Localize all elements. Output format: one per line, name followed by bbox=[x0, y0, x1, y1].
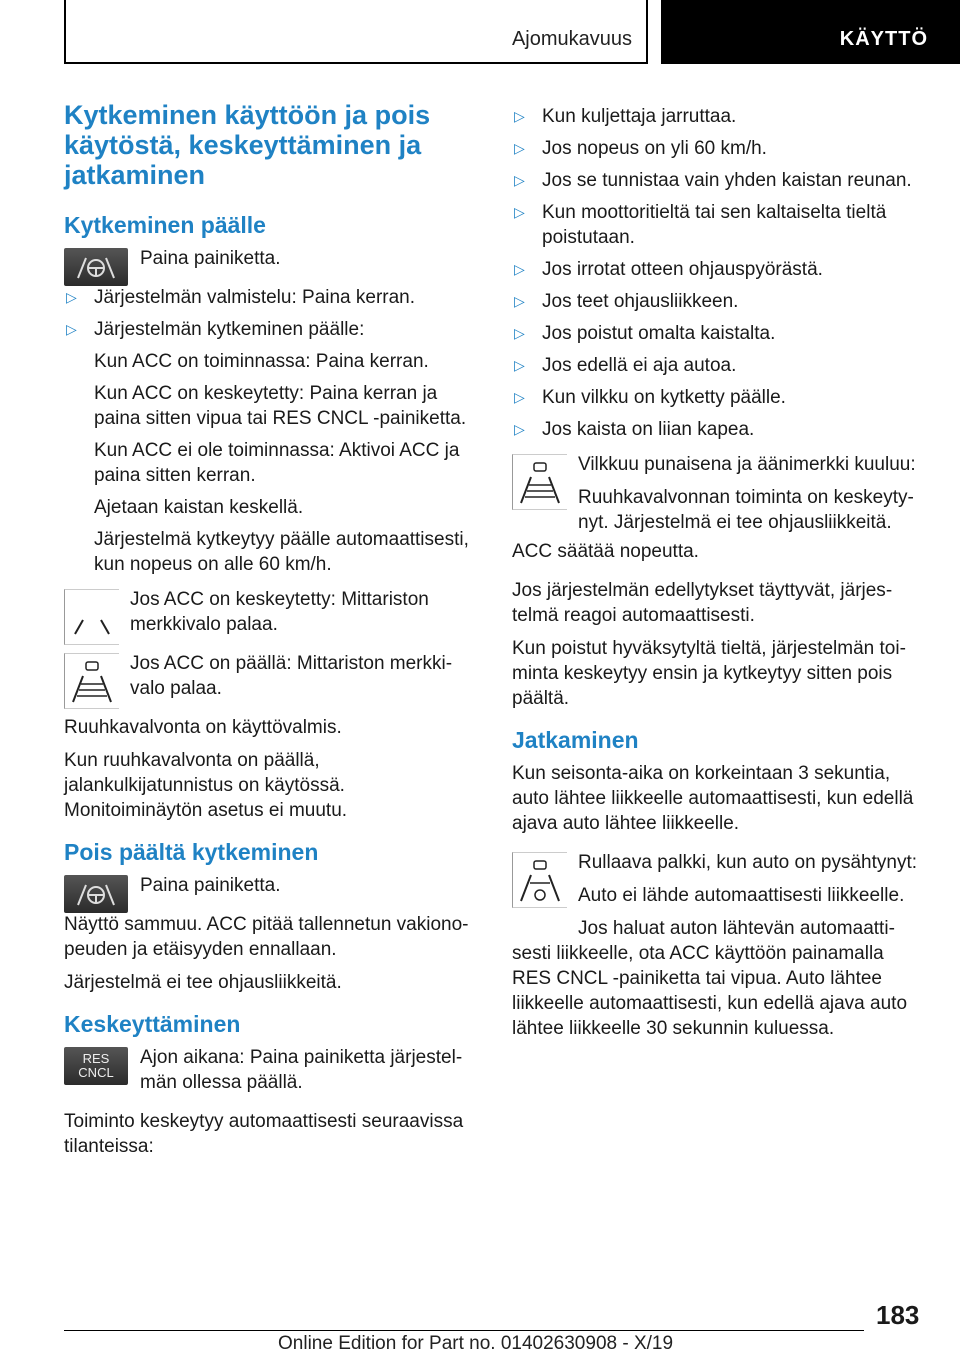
list-item: ▷ Jos irrotat otteen ohjauspyörästä. bbox=[514, 259, 823, 280]
acc-speed-text: ACC säätää nopeutta. bbox=[512, 541, 699, 562]
res-label: RES bbox=[82, 1051, 110, 1066]
list-sub-item: Kun ACC ei ole toiminnassa: Aktivoi ACC ja paina sitten kerran. bbox=[94, 440, 460, 486]
indicator-active-text: Jos ACC on päällä: Mittariston merkkivalo palaa. bbox=[130, 653, 453, 699]
footer-divider bbox=[64, 1330, 864, 1331]
heading-pause: Keskeyttäminen bbox=[64, 1011, 241, 1037]
list-sub-item: Ajetaan kaistan keskellä. bbox=[94, 497, 304, 518]
switch-on-button-text: Paina painiketta. bbox=[140, 248, 281, 269]
list-sub-item: Kun ACC on toiminnassa: Paina kerran. bbox=[94, 351, 429, 372]
list-item: ▷ Kun kuljettaja jarruttaa. bbox=[514, 106, 737, 127]
switch-on-button-row bbox=[64, 246, 474, 271]
rolling-bar-indicator-row bbox=[512, 850, 926, 908]
indicator-active-row bbox=[64, 651, 474, 701]
footer-edition: Online Edition for Part no. 01402630908 - X/19 bbox=[278, 1333, 674, 1354]
steering-assist-button-icon bbox=[64, 875, 128, 913]
triangle-bullet-icon: ▷ bbox=[514, 325, 525, 341]
triangle-bullet-icon: ▷ bbox=[66, 289, 77, 305]
lane-lines-indicator-icon bbox=[64, 589, 119, 645]
list-sub-item: Järjestelmä kytkeytyy päälle automaattisesti, kun nopeus on alle 60 km/h. bbox=[94, 529, 469, 575]
auto-react-text: Jos järjestelmän edellytykset täyttyvät, järjestelmä reagoi automaattisesti. bbox=[512, 580, 893, 626]
no-steering-text: Järjestelmä ei tee ohjausliikkeitä. bbox=[64, 972, 342, 993]
list-item: ▷ Jos kaista on liian kapea. bbox=[514, 419, 755, 440]
heading-resume: Jatkaminen bbox=[512, 727, 639, 753]
triangle-bullet-icon: ▷ bbox=[514, 421, 525, 437]
list-item: ▷ Jos poistut omalta kaistalta. bbox=[514, 323, 776, 344]
indicator-paused-row bbox=[64, 587, 474, 637]
list-item: ▷ Jos se tunnistaa vain yhden kaistan reunan. bbox=[514, 170, 912, 191]
right-column bbox=[512, 100, 926, 1049]
list-item: ▷ Järjestelmän valmistelu: Paina kerran. bbox=[66, 287, 416, 308]
triangle-bullet-icon: ▷ bbox=[514, 261, 525, 277]
pause-conditions-list bbox=[512, 104, 926, 442]
res-cncl-button-text: Ajon aikana: Paina painiketta järjestelmän ollessa päällä. bbox=[140, 1047, 463, 1093]
red-indicator-row bbox=[512, 452, 926, 535]
list-item: ▷ Jos edellä ei aja autoa. bbox=[514, 355, 737, 376]
rolling-bar-text-2: Auto ei lähde automaattisesti liikkeelle. bbox=[578, 885, 905, 906]
ready-text: Ruuhkavalvonta on käyttövalmis. bbox=[64, 717, 342, 738]
cncl-label: CNCL bbox=[78, 1065, 114, 1080]
list-item: ▷ Kun vilkku on kytketty päälle. bbox=[514, 387, 786, 408]
list-item: ▷ Jos teet ohjausliikkeen. bbox=[514, 291, 739, 312]
steering-assist-button-icon bbox=[64, 248, 128, 286]
page-title: Kytkeminen käyttöön ja pois käytöstä, keskeyttäminen ja jatkaminen bbox=[64, 100, 431, 190]
triangle-bullet-icon: ▷ bbox=[514, 108, 525, 124]
resume-intro-text: Kun seisonta-aika on korkeintaan 3 sekuntia, auto lähtee liikkeelle automaattisesti, kun edellä ajava auto lähtee liikkeelle. bbox=[512, 763, 914, 834]
triangle-bullet-icon: ▷ bbox=[514, 357, 525, 373]
triangle-bullet-icon: ▷ bbox=[514, 204, 525, 220]
red-indicator-text-2: Ruuhkavalvonnan toiminta on keskeytynyt. Järjestelmä ei tee ohjausliikkeitä. bbox=[578, 487, 914, 533]
pedestrian-detection-text: Kun ruuhkavalvonta on päällä, jalankulkijatunnistus on käytössä. Monitoiminäytön asetus ei muutu. bbox=[64, 750, 348, 821]
heading-switch-off: Pois päältä kytkeminen bbox=[64, 839, 319, 865]
rolling-bar-text-1: Rullaava palkki, kun auto on pysähtynyt: bbox=[578, 852, 918, 873]
indicator-paused-text: Jos ACC on keskeytetty: Mittariston merkkivalo palaa. bbox=[130, 589, 429, 635]
display-off-text: Näyttö sammuu. ACC pitää tallennetun vakionopeuden ja etäisyyden ennallaan. bbox=[64, 914, 469, 960]
traffic-jam-assist-indicator-icon bbox=[64, 653, 119, 709]
heading-switch-on: Kytkeminen päälle bbox=[64, 212, 266, 238]
auto-pause-intro-text: Toiminto keskeytyy automaattisesti seuraavissa tilanteissa: bbox=[64, 1111, 464, 1157]
triangle-bullet-icon: ▷ bbox=[514, 140, 525, 156]
list-item: ▷ Kun moottoritieltä tai sen kaltaiselta tieltä poistutaan. bbox=[514, 202, 887, 248]
list-item: ▷ Järjestelmän kytkeminen päälle: Kun ACC on toiminnassa: Paina kerran. Kun ACC on keskeytetty: Paina kerran ja paina sitten vipua tai RES CNCL -painiketta. Kun ACC ei ole toiminnassa: Aktivoi ACC ja paina sitten kerran. Ajetaan kaistan keskellä. Järjestelmä kytkeytyy päälle automaattisesti, kun nopeus on alle 60 km/h. bbox=[64, 317, 474, 577]
header-chapter-box bbox=[661, 0, 960, 64]
page-number: 183 bbox=[876, 1300, 920, 1330]
triangle-bullet-icon: ▷ bbox=[514, 172, 525, 188]
switch-off-button-text: Paina painiketta. bbox=[140, 875, 281, 896]
header-section-title: Ajomukavuus bbox=[511, 28, 632, 50]
list-item: ▷ Jos nopeus on yli 60 km/h. bbox=[514, 138, 767, 159]
resume-instructions-text: Jos haluat auton lähtevän automaattisesti liikkeelle, ota ACC käyttöön painamalla RES CNCL -painiketta tai vipua. Auto lähtee liikkeelle automaattisesti, kun edellä ajava auto lähtee liikkeelle 30 sekunnin kuluessa. bbox=[512, 918, 908, 1039]
triangle-bullet-icon: ▷ bbox=[66, 321, 77, 337]
left-column bbox=[64, 100, 474, 1167]
triangle-bullet-icon: ▷ bbox=[514, 389, 525, 405]
switch-on-list bbox=[64, 285, 474, 577]
triangle-bullet-icon: ▷ bbox=[514, 293, 525, 309]
red-indicator-text-1: Vilkkuu punaisena ja äänimerkki kuuluu: bbox=[578, 454, 916, 475]
rolling-bar-indicator-icon bbox=[512, 852, 567, 908]
traffic-jam-assist-red-indicator-icon bbox=[512, 454, 567, 510]
list-sub-item: Kun ACC on keskeytetty: Paina kerran ja paina sitten vipua tai RES CNCL -painiketta. bbox=[94, 383, 467, 429]
res-cncl-button-icon bbox=[64, 1047, 128, 1085]
header-section-box bbox=[64, 0, 648, 64]
header-chapter-title: KÄYTTÖ bbox=[839, 28, 928, 50]
switch-off-button-row bbox=[64, 873, 474, 898]
res-cncl-button-row bbox=[64, 1045, 474, 1095]
leave-road-text: Kun poistut hyväksytyltä tieltä, järjestelmän toiminta keskeytyy ensin ja kytkeytyy sitten pois päältä. bbox=[512, 638, 906, 709]
